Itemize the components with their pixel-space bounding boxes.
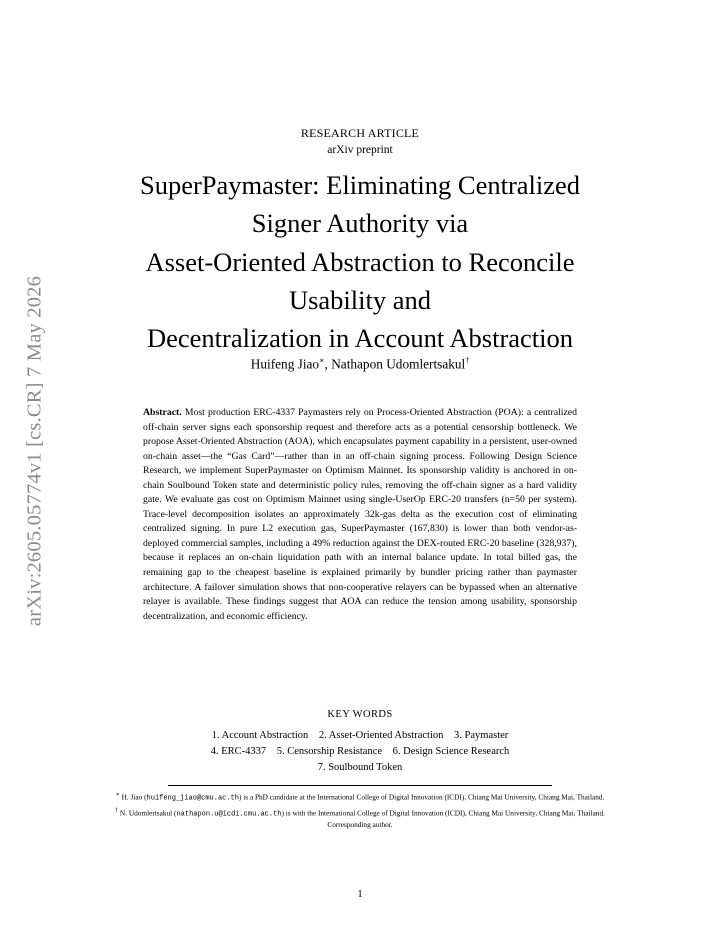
abstract xyxy=(143,406,577,624)
author-email: nathapon.u@icdi.cmu.ac.th xyxy=(176,810,282,819)
footnote-mark: ∗ xyxy=(115,792,120,798)
keyword-item: 1. Account Abstraction xyxy=(211,730,309,741)
author-name: Huifeng Jiao xyxy=(250,356,320,372)
keyword-item: 4. ERC-4337 xyxy=(210,745,267,757)
author-separator: , xyxy=(324,356,332,372)
title-line: Usability and xyxy=(288,284,432,315)
author-footnote-mark: ∗ xyxy=(319,356,325,365)
author-list xyxy=(0,356,720,372)
keyword-item: 6. Design Science Research xyxy=(392,745,510,757)
author-footnote-mark: † xyxy=(465,356,470,365)
title-line: Asset-Oriented Abstraction to Reconcile xyxy=(145,246,575,277)
keyword-item: 5. Censorship Resistance xyxy=(276,745,383,757)
keyword-item: 7. Soulbound Token xyxy=(317,761,403,773)
keyword-item: 2. Asset-Oriented Abstraction xyxy=(318,730,444,741)
author-email: huifeng_jiao@cmu.ac.th xyxy=(146,794,239,803)
arxiv-identifier-stamp xyxy=(22,262,48,640)
footnote-mark: † xyxy=(115,807,119,814)
preprint-label: arXiv preprint xyxy=(327,144,393,156)
footnote-text: H. Jiao ( xyxy=(121,792,147,802)
page-number: 1 xyxy=(357,888,363,900)
abstract-text: Most production ERC-4337 Paymasters rely on Process-Oriented Abstraction (POA): a centralized off-chain server signs each sponsorship request and therefore acts as a potential censorship bottleneck. We propose Asset-Oriented Abstraction (AOA), which encapsulates payment capability in a persistent, user-owned on-chain asset—the “Gas Card”—rather than in an off-chain signing process. Following Design Science Research, we implement SuperPaymaster on Optimism Mainnet. Its sponsorship validity is anchored in on-chain Soulbound Token state and deterministic policy rules, removing the off-chain signer as a hard validity gate. We evaluate gas cost on Optimism Mainnet using single-UserOp ERC-20 transfers (n=50 per system). Trace-level decomposition isolates an approximately 32k-gas delta as the execution cost of eliminating centralized signing. In pure L2 execution gas, SuperPaymaster (167,830) is lower than both vendor-as-deployed commercial samples, including a 49% reduction against the DEX-routed ERC-20 baseline (328,937), because it replaces an on-chain liquidation path with an internal balance update. In total billed gas, the remaining gap to the cheapest baseline is explained primarily by bundler pricing rather than paymaster architecture. A failover simulation shows that non-cooperative relayers can be bypassed when an alternative relayer is available. These findings suggest that AOA can reduce the tension among usability, sponsorship decentralization, and economic efficiency. xyxy=(143,407,578,622)
abstract-label: Abstract. xyxy=(143,407,182,418)
keywords-heading: KEY WORDS xyxy=(327,709,393,720)
footnote-divider xyxy=(168,785,552,786)
title-line: Decentralization in Account Abstraction xyxy=(146,323,574,354)
keyword-item: 3. Paymaster xyxy=(454,730,509,741)
arxiv-stamp-text: arXiv:2605.05774v1 [cs.CR] 7 May 2026 xyxy=(23,275,46,627)
article-type-label: RESEARCH ARTICLE xyxy=(300,126,420,140)
footnotes xyxy=(110,790,610,832)
keywords-list xyxy=(0,728,720,775)
footnote-text: ) is with the International College of Digital Innovation (ICDI), Chiang Mai University, Chiang Mai, Thailand. Corresponding author. xyxy=(281,808,605,829)
author-name: Nathapon Udomlertsakul xyxy=(331,356,466,372)
footnote xyxy=(110,790,610,804)
title-line: Signer Authority via xyxy=(251,208,469,239)
paper-title xyxy=(110,166,610,357)
footnote-text: ) is a PhD candidate at the International College of Digital Innovation (ICDI), Chiang Mai University, Chiang Mai, Thailand. xyxy=(238,792,605,802)
footnote xyxy=(110,806,610,830)
title-line: SuperPaymaster: Eliminating Centralized xyxy=(139,170,581,200)
footnote-text: N. Udomlertsakul ( xyxy=(119,808,177,818)
